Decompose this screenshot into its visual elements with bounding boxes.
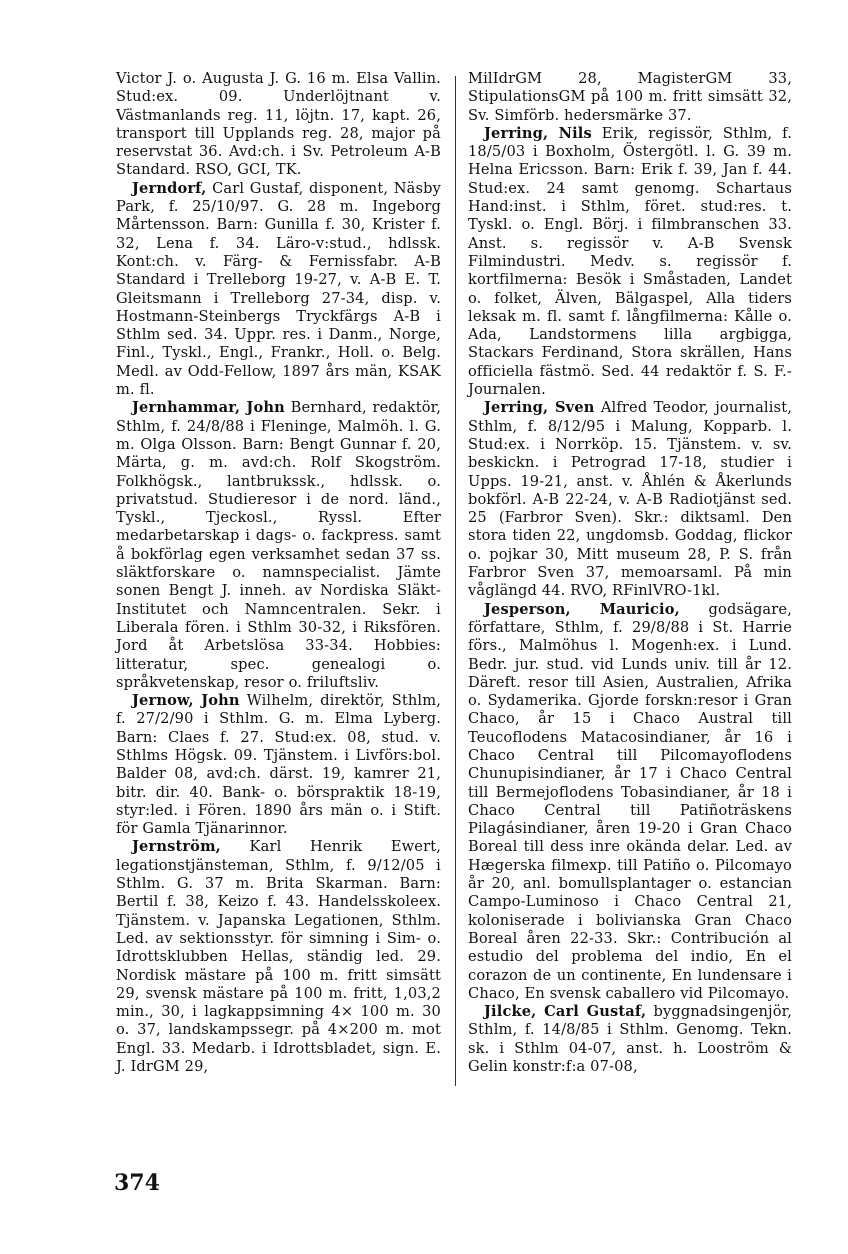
entry-jesperson <box>468 601 792 1004</box>
entry-heading: Jerring, Nils <box>484 124 592 142</box>
entry-text: MilIdrGM 28, MagisterGM 33, StipulationsGM på 100 m. fritt simsätt 32, Sv. Simförb. hedersmärke 37. <box>468 70 792 124</box>
entry-text: Wilhelm, direktör, Sthlm, f. 27/2/90 i Sthlm. G. m. Elma Lyberg. Barn: Claes f. 27. Stud:ex. 08, stud. v. Sthlms Högsk. 09. Tjänstem. i Livförs:bol. Balder 08, avd:ch. därst. 19, kamrer 21, bitr. dir. 40. Bank- o. börspraktik 18-19, styr:led. i Fören. 1890 års män o. i Stift. för Gamla Tjänarinnor. <box>116 692 442 838</box>
entry-heading: Jernow, John <box>132 692 240 710</box>
entry-text: Karl Henrik Ewert, legationstjänsteman, Sthlm, f. 9/12/05 i Sthlm. G. 37 m. Brita Skarman. Barn: Bertil f. 38, Keizo f. 43. Handelsskoleex. Tjänstem. v. Japanska Legationen, Sthlm. Led. av sektionsstyr. för simning i Sim- o. Idrottsklubben Hellas, ständig led. 29. Nordisk mästare på 100 m. fritt simsätt 29, svensk mästare på 100 m. fritt, 1,03,2 min., 30, i lagkappsimning 4× 100 m. 30 o. 37, landskampssegr. på 4×200 m. mot Engl. 33. Medarb. i Idrottsbladet, sign. E. J. IdrGM 29, <box>116 838 441 1076</box>
entry-jilcke <box>468 1003 792 1076</box>
entry-jerndorf <box>116 180 441 400</box>
entry-jernstrom <box>116 838 441 1076</box>
entry-jerring-sven <box>468 399 792 600</box>
entry-text: byggnadsingenjör, Sthlm, f. 14/8/85 i Sthlm. Genomg. Tekn. sk. i Sthlm 04-07, anst. h. Looström & Gelin konstr:f:a 07-08, <box>468 1003 792 1076</box>
page-number: 374 <box>114 1170 160 1196</box>
entry-text: Alfred Teodor, journalist, Sthlm, f. 8/12/95 i Malung, Kopparb. l. Stud:ex. i Norrköp. 15. Tjänstem. v. sv. beskickn. i Petrograd 17-18, studier i Upps. 19-21, anst. v. Åhlén & Åkerlunds bokförl. A-B 22-24, v. A-B Radiotjänst sed. 25 (Farbror Sven). Skr.: diktsaml. Den stora tiden 22, ungdomsb. Goddag, flickor o. pojkar 30, Mitt museum 28, P. S. från Farbror Sven 37, memoarsaml. På min våglängd 44. RVO, RFinlVRO-1kl. <box>468 399 792 600</box>
column-divider <box>455 76 456 1086</box>
entry-jernhammar <box>116 399 441 692</box>
entry-text: Bernhard, redaktör, Sthlm, f. 24/8/88 i Fleninge, Malmöh. l. G. m. Olga Olsson. Barn: Bengt Gunnar f. 20, Märta, g. m. avd:ch. Rolf Skogström. Folkhögsk., lantbrukssk., hdlssk. o. privatstud. Studieresor i de nord. länd., Tyskl., Tjeckosl., Ryssl. Efter medarbetarskap i dags- o. fackpress. samt å bokförlag egen verksamhet sedan 37 ss. släktforskare o. namnspecialist. Jämte sonen Bengt J. inneh. av Nordiska Släkt-Institutet och Namncentralen. Sekr. i Liberala fören. i Sthlm 30-32, i Riksfören. Jord åt Arbetslösa 33-34. Hobbies: litteratur, spec. genealogi o. språkvetenskap, resor o. friluftsliv. <box>116 399 441 691</box>
entry-heading: Jilcke, Carl Gustaf, <box>484 1003 647 1021</box>
entry-jerring-nils <box>468 125 792 399</box>
entry-text: Erik, regissör, Sthlm, f. 18/5/03 i Boxholm, Östergötl. l. G. 39 m. Helna Ericsson. Barn: Erik f. 39, Jan f. 44. Stud:ex. 24 samt genomg. Schartaus Hand:inst. i Sthlm, föret. stud:res. t. Tyskl. o. Engl. Börj. i filmbranschen 33. Anst. s. regissör v. A-B Svensk Filmindustri. Medv. s. regissör f. kortfilmerna: Besök i Småstaden, Landet o. folket, Älven, Bälgaspel, Alla tiders leksak m. fl. samt f. långfilmerna: Kålle o. Ada, Landstormens lilla argbigga, Stackars Ferdinand, Stora skrällen, Hans officiella fästmö. Sed. 44 redaktör f. S. F.-Journalen. <box>468 124 793 399</box>
right-column <box>468 70 792 1076</box>
left-column <box>116 70 441 1076</box>
entry-text: Carl Gustaf, disponent, Näsby Park, f. 25/10/97. G. 28 m. Ingeborg Mårtensson. Barn: Gunilla f. 30, Krister f. 32, Lena f. 34. Läro-v:stud., hdlssk. Kont:ch. v. Färg- & Fernissfabr. A-B Standard i Trelleborg 19-27, v. A-B E. T. Gleitsmann i Trelleborg 27-34, disp. v. Hostmann-Steinbergs Tryckfärgs A-B i Sthlm sed. 34. Uppr. res. i Danm., Norge, Finl., Tyskl., Engl., Frankr., Holl. o. Belg. Medl. av Odd-Fellow, 1897 års män, KSAK m. fl. <box>116 179 441 399</box>
entry-text: godsägare, författare, Sthlm, f. 29/8/88 i St. Harrie förs., Malmöhus l. Mogenh:ex. i Lund. Bedr. jur. stud. vid Lunds univ. till år 12. Däreft. resor till Asien, Australien, Afrika o. Sydamerika. Gjorde forskn:resor i Gran Chaco, år 15 i Chaco Austral till Teucoflodens Matacosindianer, år 16 i Chaco Central till Pilcomayoflodens Chunupisindianer, år 17 i Chaco Central till Bermejoflodens Tobasindianer, år 18 i Chaco Central till Patiñoträskens Pilagásindianer, åren 19-20 i Gran Chaco Boreal till dess inre okända delar. Led. av Hægerska filmexp. till Patiño o. Pilcomayo år 20, anl. bomullsplantager o. estancian Campo-Luminoso i Chaco Central 21, koloniserade i bolivianska Gran Chaco Boreal åren 22-33. Skr.: Contribución al estudio del problema del indio, En el corazon de un continente, En lundensare i Chaco, En svensk caballero vid Pilcomayo. <box>468 600 792 1002</box>
entry-heading: Jesperson, Mauricio, <box>484 600 680 618</box>
entry-heading: Jerndorf, <box>132 179 207 197</box>
entry-heading: Jerring, Sven <box>484 399 595 417</box>
entry-text: Victor J. o. Augusta J. G. 16 m. Elsa Vallin. Stud:ex. 09. Underlöjtnant v. Västmanlands reg. 11, löjtn. 17, kapt. 26, transport till Upplands reg. 28, major på reservstat 36. Avd:ch. i Sv. Petroleum A-B Standard. RSO, GCI, TK. <box>116 70 441 179</box>
entry-heading: Jernhammar, John <box>132 399 285 417</box>
entry-continuation <box>116 70 441 180</box>
entry-jernow <box>116 692 441 838</box>
entry-continuation <box>468 70 792 125</box>
entry-heading: Jernström, <box>132 838 221 856</box>
